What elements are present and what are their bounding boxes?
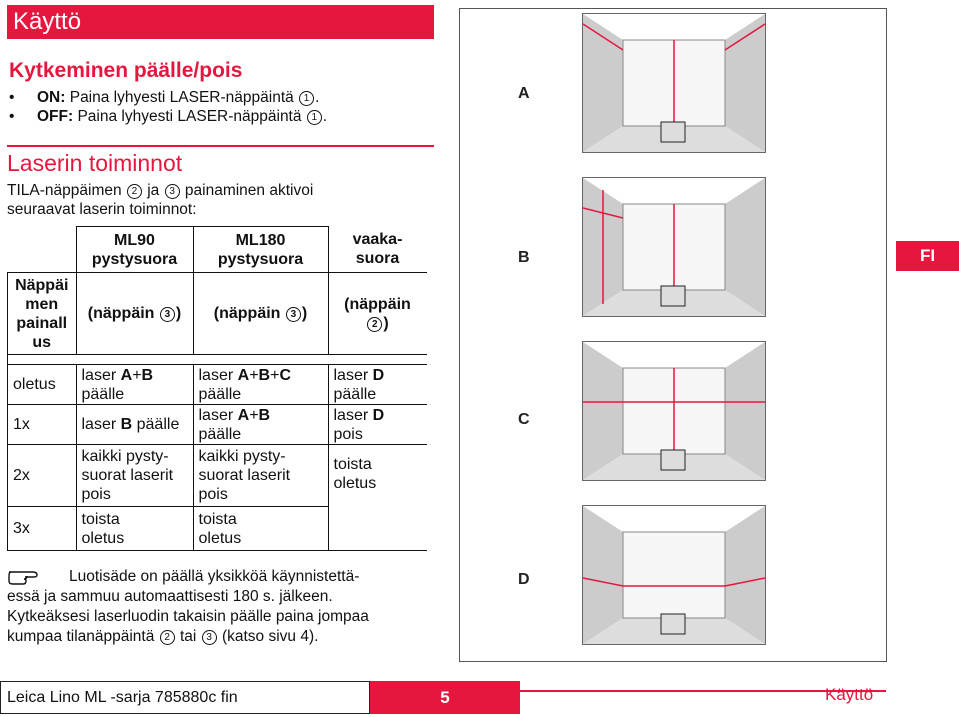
list-item-on: • ON: Paina lyhyesti LASER-näppäintä 1 . <box>9 89 320 106</box>
footer-section-title: Käyttö <box>825 685 874 704</box>
table-cell: laser D pois <box>328 405 427 445</box>
room-illustration-b <box>582 177 766 317</box>
key-horizontal: (näppäin 2 ) <box>328 273 427 355</box>
key-ml90: (näppäin 3 ) <box>76 273 193 355</box>
laser-modes-table <box>7 226 427 551</box>
section-heading-power: Kytkeminen päälle/pois <box>9 59 243 82</box>
key-ml180: (näppäin 3 ) <box>193 273 328 355</box>
room-illustration-d <box>582 505 766 645</box>
table-cell: laser A+B päälle <box>193 405 328 445</box>
section-divider <box>7 145 434 147</box>
room-illustration-a <box>582 13 766 153</box>
section-heading-functions: Laserin toiminnot <box>7 150 183 176</box>
table-cell: toista oletus <box>193 507 328 551</box>
language-tab: FI <box>896 241 959 271</box>
row-label: 2x <box>8 445 77 507</box>
column-header-ml90: ML90 pystysuora <box>76 227 193 273</box>
row-label: oletus <box>8 365 77 405</box>
label-b: B <box>518 249 530 266</box>
page-title: Käyttö <box>7 5 434 39</box>
label-a: A <box>518 85 530 102</box>
row-label: 3x <box>8 507 77 551</box>
power-list <box>9 88 327 126</box>
column-header-horizontal: vaaka- suora <box>328 227 427 273</box>
table-cell: laser A+B+C päälle <box>193 365 328 405</box>
table-cell: kaikki pysty- suorat laserit pois <box>193 445 328 507</box>
label-c: C <box>518 411 530 428</box>
note-text: Luotisäde on päällä yksikköä käynnistettä- essä ja sammuu automaattisesti 180 s. jälkeen. Kytkeäksesi laserluodin takaisin päälle paina jompaa kumpaa tilanäppäintä 2 tai 3 (katso sivu 4). <box>7 568 369 645</box>
table-cell: laser D päälle <box>328 365 427 405</box>
laser-figure-panel <box>459 8 887 662</box>
row-header-key-presses: Näppäi men painall us <box>8 273 77 355</box>
table-row <box>8 365 427 405</box>
page-number: 5 <box>370 681 520 714</box>
room-illustration-c <box>582 341 766 481</box>
table-cell: toista oletus <box>328 445 427 551</box>
table-cell: laser A+B päälle <box>76 365 193 405</box>
table-cell: toista oletus <box>76 507 193 551</box>
table-cell: laser B päälle <box>76 405 193 445</box>
row-label: 1x <box>8 405 77 445</box>
functions-intro: TILA-näppäimen 2 ja 3 painaminen aktivoi seuraavat laserin toiminnot: <box>7 182 314 218</box>
footer-product: Leica Lino ML -sarja 785880c fin <box>0 681 370 714</box>
column-header-ml180: ML180 pystysuora <box>193 227 328 273</box>
table-row <box>8 445 427 507</box>
table-row <box>8 405 427 445</box>
table-cell: kaikki pysty- suorat laserit pois <box>76 445 193 507</box>
label-d: D <box>518 571 530 588</box>
list-item-off: • OFF: Paina lyhyesti LASER-näppäintä 1 . <box>9 108 328 125</box>
